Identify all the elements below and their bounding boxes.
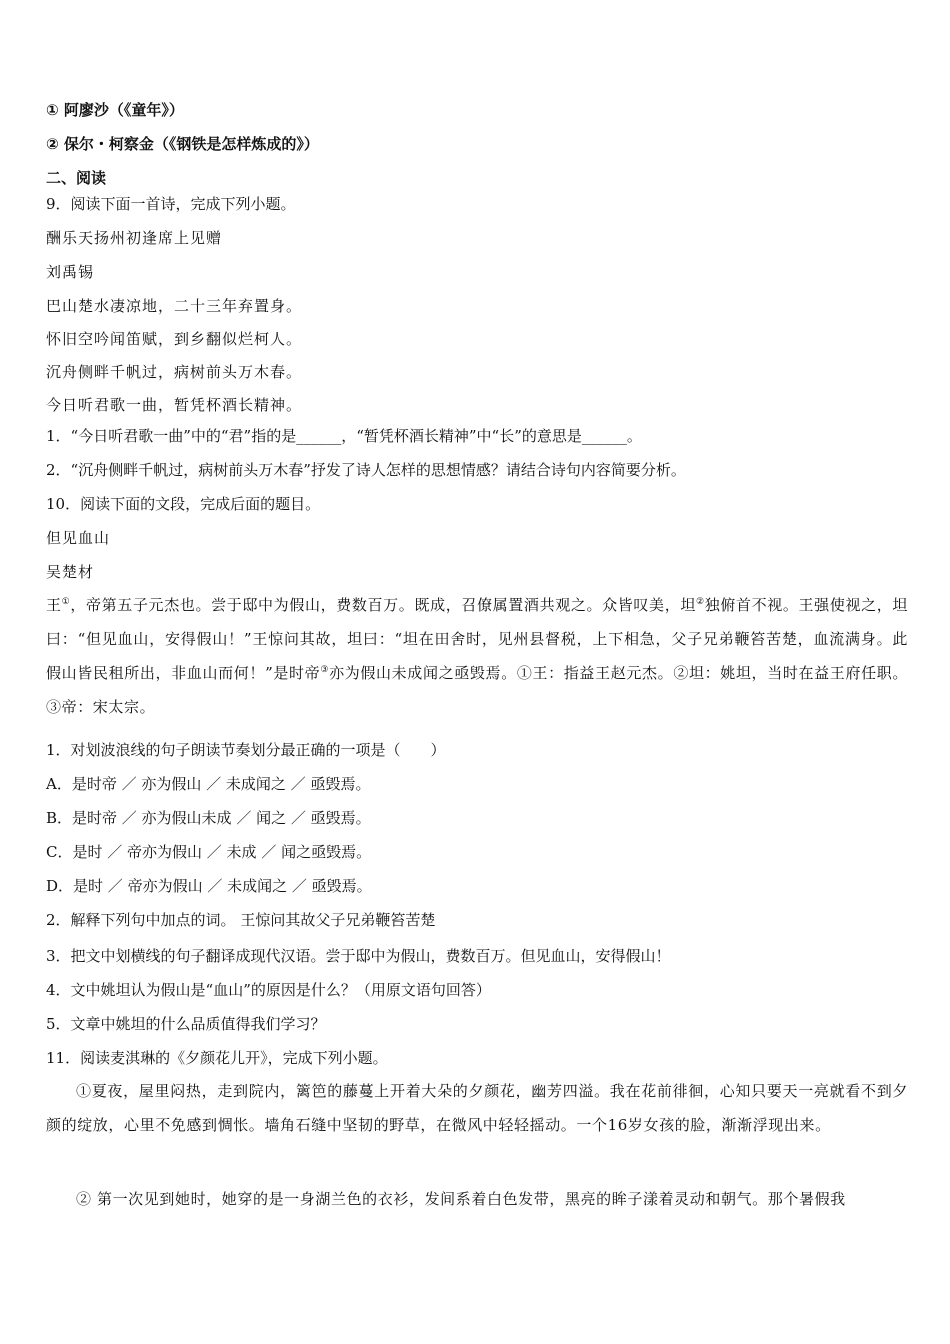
passage-text-d: 亦为假山未成闻之亟毁焉。①王：指益王赵元杰。②坦：姚坦，当时在益王府任职。③帝：宋太宗。	[46, 664, 908, 716]
option-c: C．是时 ／ 帝亦为假山 ／ 未成 ／ 闻之亟毁焉。	[46, 843, 372, 861]
option-b: B．是时帝 ／ 亦为假山未成 ／ 闻之 ／ 亟毁焉。	[46, 809, 371, 827]
q9-intro: 9．阅读下面一首诗，完成下列小题。	[46, 195, 296, 213]
option-a: A．是时帝 ／ 亦为假山 ／ 未成闻之 ／ 亟毁焉。	[46, 775, 371, 793]
passage-author: 吴楚材	[46, 563, 95, 581]
option-d: D．是时 ／ 帝亦为假山 ／ 未成闻之 ／ 亟毁焉。	[46, 877, 372, 895]
q11-paragraph-2: ② 第一次见到她时，她穿的是一身湖兰色的衣衫，发间系着白色发带，黑亮的眸子漾着灵动和朝气。那个暑假我	[76, 1190, 846, 1208]
footnote-mark-1: ①	[61, 597, 71, 607]
q10-intro: 10．阅读下面的文段，完成后面的题目。	[46, 495, 321, 513]
footnote-mark-3: ③	[320, 665, 330, 675]
q11-paragraph-1: ①夏夜，屋里闷热，走到院内，篱笆的藤蔓上开着大朵的夕颜花，幽芳四溢。我在花前徘徊，心知只要天一亮就看不到夕颜的绽放，心里不免感到惆怅。墙角石缝中坚韧的野草，在微风中轻轻摇动。一个16岁女孩的脸，渐渐浮现出来。	[46, 1082, 908, 1134]
q10-sub-3: 3．把文中划横线的句子翻译成现代汉语。尝于邸中为假山，费数百万。但见血山，安得假山！	[46, 947, 671, 965]
q10-sub-1: 1．对划波浪线的句子朗读节奏划分最正确的一项是（ ）	[46, 741, 446, 759]
list-item-2: ② 保尔・柯察金（《钢铁是怎样炼成的》）	[46, 135, 319, 153]
q9-sub-1: 1．“今日听君歌一曲”中的“君”指的是______，“暂凭杯酒长精神”中“长”的意思是______。	[46, 427, 642, 445]
poem-author: 刘禹锡	[46, 263, 95, 281]
q10-sub-2: 2．解释下列句中加点的词。 王惊问其故父子兄弟鞭笞苦楚	[46, 911, 436, 929]
q9-sub-2: 2．“沉舟侧畔千帆过，病树前头万木春”抒发了诗人怎样的思想情感？请结合诗句内容简要分析。	[46, 461, 686, 479]
passage-title: 但见血山	[46, 529, 111, 547]
passage-body	[46, 588, 908, 724]
q10-sub-4: 4．文中姚坦认为假山是“血山”的原因是什么？（用原文语句回答）	[46, 981, 491, 999]
passage-text-a: 王	[46, 596, 62, 614]
poem-line-2: 怀旧空吟闻笛赋，到乡翻似烂柯人。	[46, 330, 303, 348]
q11-intro: 11．阅读麦淇琳的《夕颜花儿开》，完成下列小题。	[46, 1049, 388, 1067]
list-item-1: ① 阿廖沙（《童年》）	[46, 101, 184, 119]
footnote-mark-2: ②	[695, 597, 705, 607]
passage-text-c: 独俯首不视。王强使视之，坦曰：“但见血山，安得假山！”王惊问其故，坦曰：“坦在田舍时，见州县督税，上下相急，父子兄弟鞭笞苦楚，血流满身。此假山皆民租所出，非血山而何！”是时帝	[46, 596, 908, 682]
poem-title: 酬乐天扬州初逢席上见赠	[46, 229, 223, 247]
poem-line-3: 沉舟侧畔千帆过，病树前头万木春。	[46, 363, 303, 381]
poem-line-1: 巴山楚水凄凉地，二十三年弃置身。	[46, 297, 303, 315]
passage-text-b: ，帝第五子元杰也。尝于邸中为假山，费数百万。既成，召僚属置酒共观之。众皆叹美，坦	[70, 596, 696, 614]
q10-sub-5: 5．文章中姚坦的什么品质值得我们学习？	[46, 1015, 326, 1033]
poem-line-4: 今日听君歌一曲，暂凭杯酒长精神。	[46, 396, 303, 414]
section-title: 二、阅读	[46, 169, 107, 187]
